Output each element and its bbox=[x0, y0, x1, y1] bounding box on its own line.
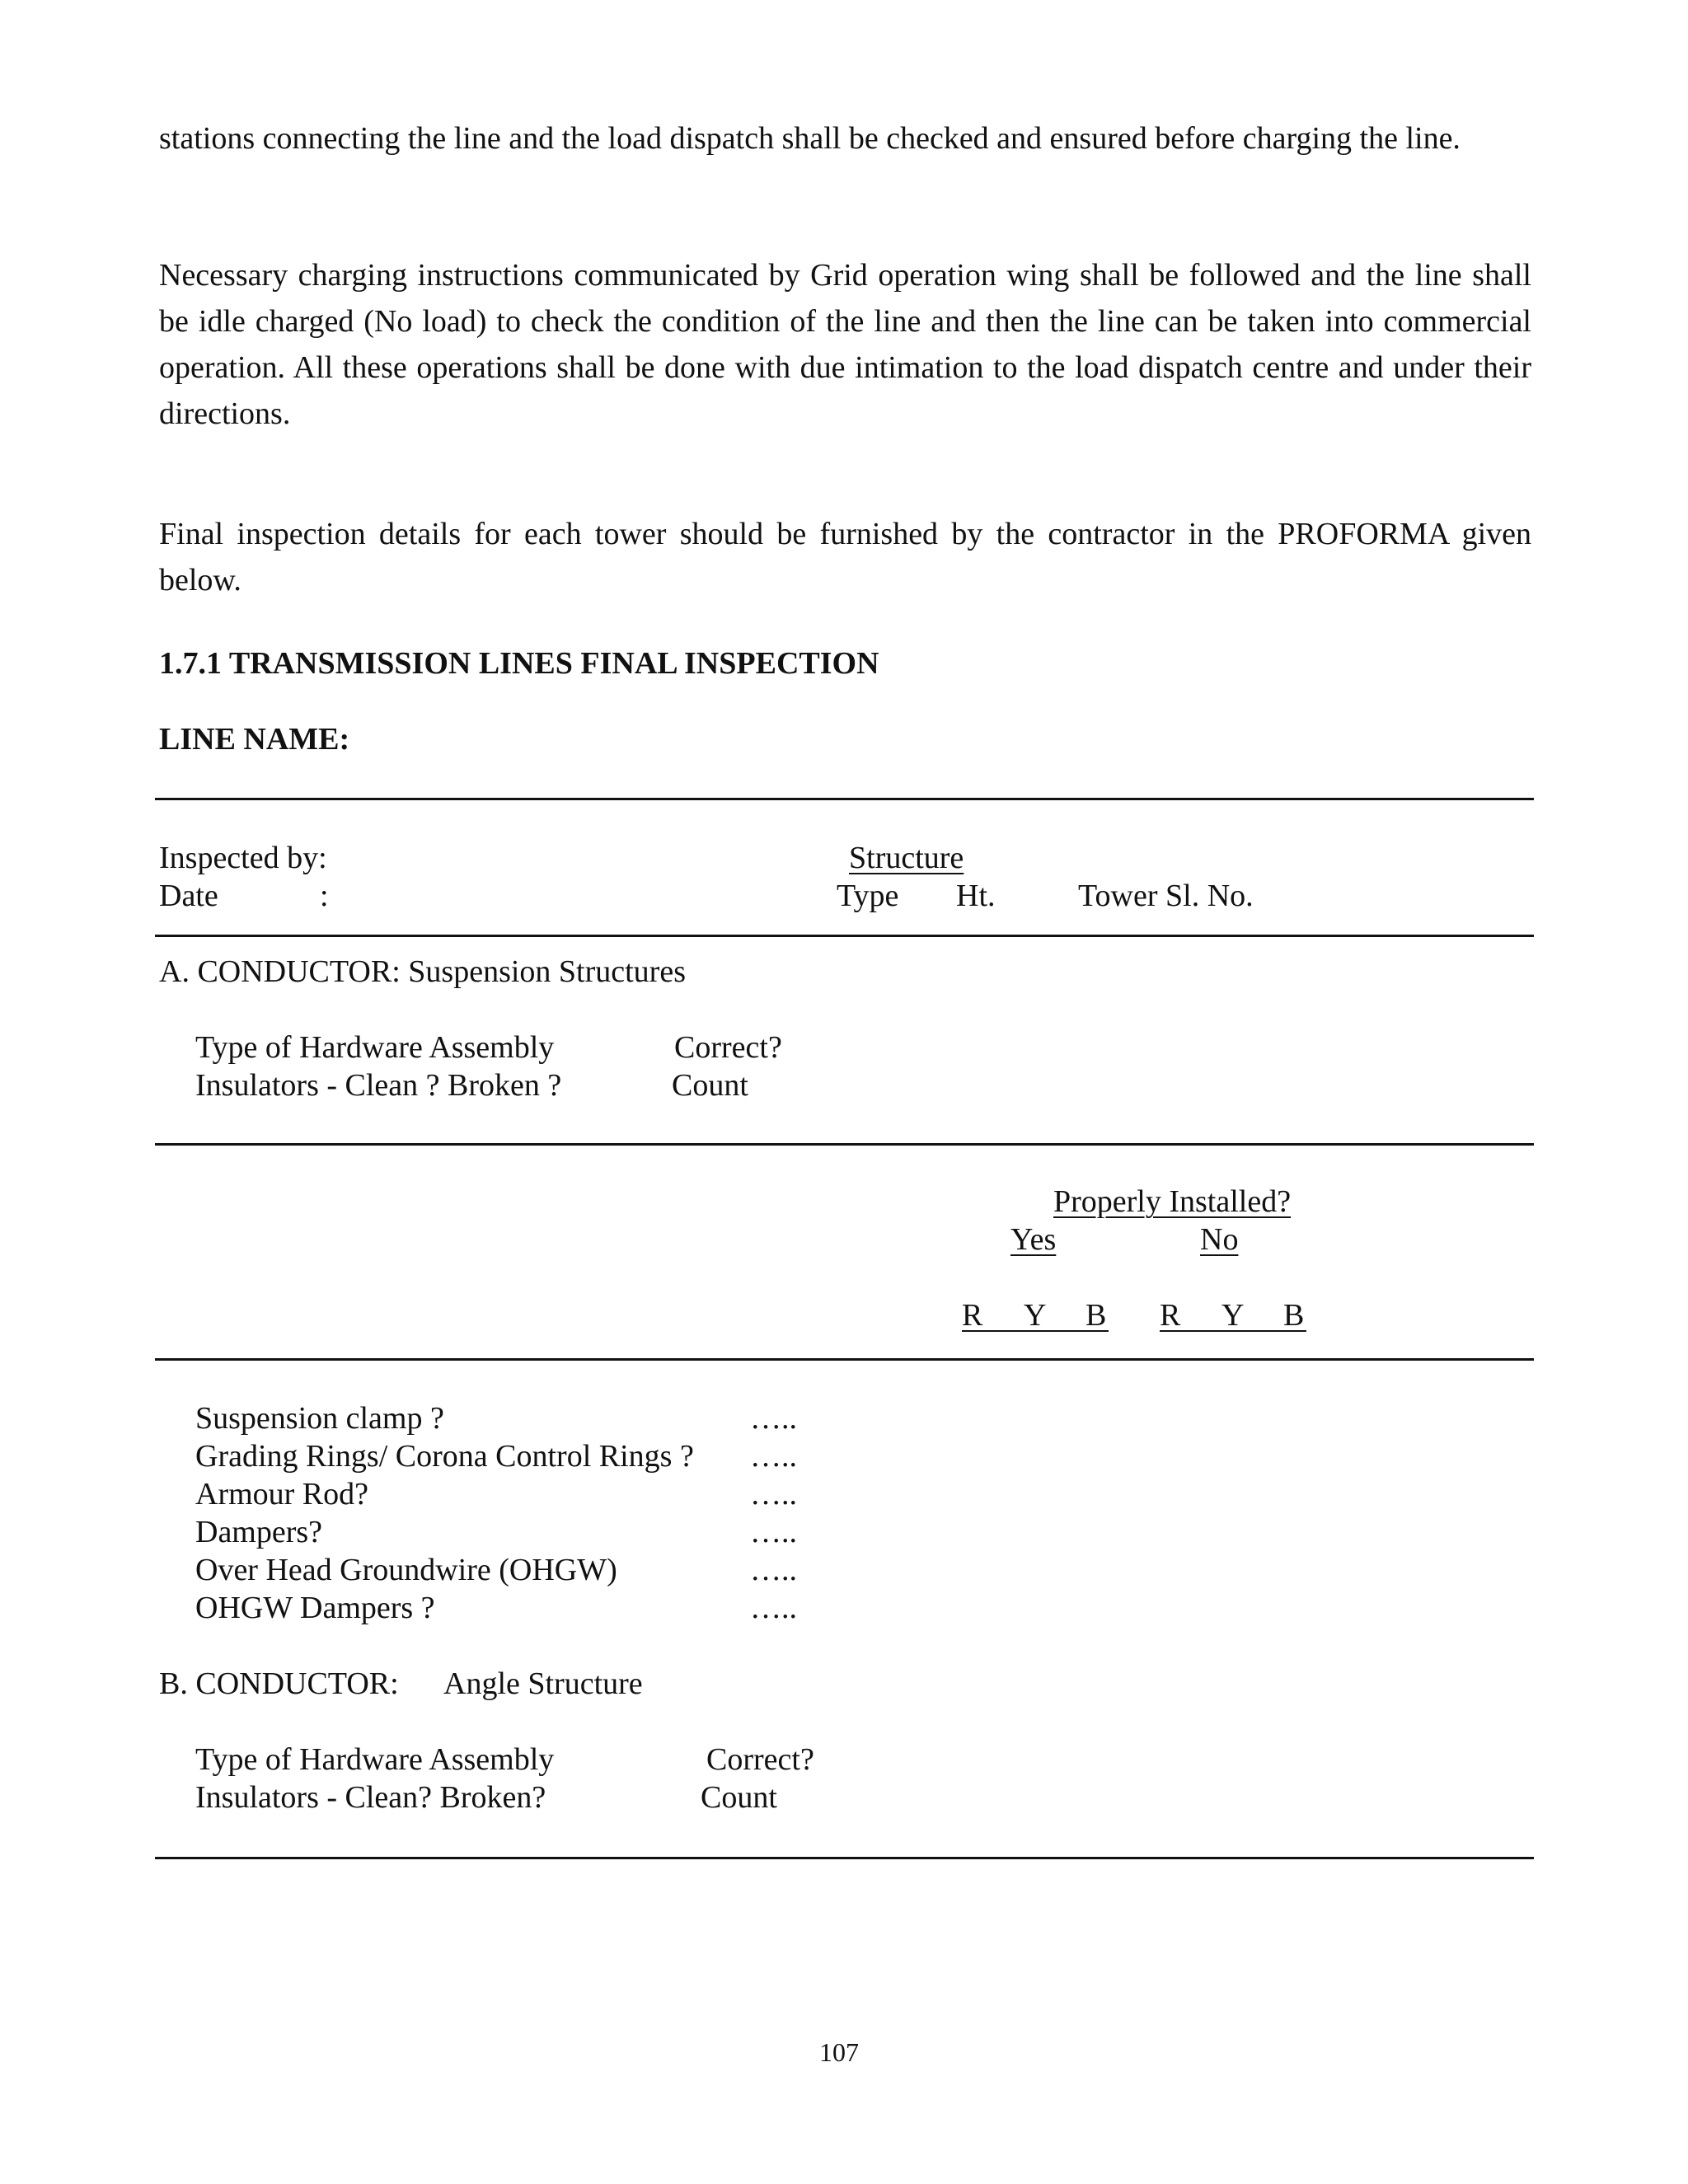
divider bbox=[155, 798, 1534, 800]
tower-serial-label: Tower Sl. No. bbox=[1078, 879, 1254, 913]
section-b-hardware-value: Correct? bbox=[706, 1742, 814, 1777]
checklist-label: Dampers? bbox=[195, 1515, 323, 1549]
section-b-title-prefix: B. CONDUCTOR: bbox=[159, 1666, 399, 1701]
yes-label: Yes bbox=[1010, 1222, 1057, 1257]
section-a-insulators-label: Insulators - Clean ? Broken ? bbox=[195, 1068, 562, 1103]
checklist-label: Over Head Groundwire (OHGW) bbox=[195, 1553, 617, 1587]
phase-r: R bbox=[1160, 1298, 1181, 1333]
inspected-by-label: Inspected by: bbox=[159, 841, 327, 875]
no-label: No bbox=[1200, 1222, 1239, 1257]
section-b-insulators-value: Count bbox=[701, 1780, 777, 1815]
section-a-hardware-label: Type of Hardware Assembly bbox=[195, 1030, 555, 1065]
checklist-label: Suspension clamp ? bbox=[195, 1401, 444, 1436]
checklist-value: ….. bbox=[750, 1401, 797, 1436]
divider bbox=[155, 1358, 1534, 1361]
section-a-insulators-value: Count bbox=[672, 1068, 748, 1103]
phase-y: Y bbox=[1024, 1298, 1047, 1333]
page-number: 107 bbox=[819, 2037, 859, 2067]
checklist-label: Armour Rod? bbox=[195, 1477, 369, 1511]
paragraph-charging-instructions: Necessary charging instructions communicated by Grid operation wing shall be followed and the line shall be idle charged (No load) to check the condition of the line and then the line can be taken into commercial operation. All these operations shall be done with due intimation to the load dispatch centre and under their directions. bbox=[159, 258, 1531, 431]
properly-installed-label: Properly Installed? bbox=[1053, 1184, 1292, 1219]
checklist-value: ….. bbox=[750, 1553, 797, 1587]
phase-r: R bbox=[962, 1298, 983, 1333]
paragraph-final-inspection: Final inspection details for each tower should be furnished by the contractor in the PROFORMA given below. bbox=[159, 517, 1531, 598]
paragraph-line-charging-check: stations connecting the line and the load dispatch shall be checked and ensured before charging the line. bbox=[159, 121, 1461, 156]
height-label: Ht. bbox=[956, 879, 996, 913]
checklist-label: OHGW Dampers ? bbox=[195, 1591, 435, 1625]
structure-label: Structure bbox=[849, 841, 964, 875]
section-b-hardware-label: Type of Hardware Assembly bbox=[195, 1742, 555, 1777]
type-label: Type bbox=[837, 879, 899, 913]
checklist-value: ….. bbox=[750, 1515, 797, 1549]
phase-b: B bbox=[1283, 1298, 1305, 1333]
checklist-label: Grading Rings/ Corona Control Rings ? bbox=[195, 1439, 694, 1474]
date-colon: : bbox=[320, 879, 329, 913]
date-label: Date bbox=[159, 879, 218, 913]
phases-yes-underline bbox=[962, 1330, 1109, 1332]
line-name-label: LINE NAME: bbox=[159, 722, 350, 757]
divider bbox=[155, 1857, 1534, 1859]
phases-no-underline bbox=[1160, 1330, 1306, 1332]
checklist-value: ….. bbox=[750, 1477, 797, 1511]
section-heading: 1.7.1 TRANSMISSION LINES FINAL INSPECTION bbox=[159, 646, 879, 681]
divider bbox=[155, 935, 1534, 937]
phase-b: B bbox=[1085, 1298, 1107, 1333]
section-a-title: A. CONDUCTOR: Suspension Structures bbox=[159, 954, 686, 989]
checklist-value: ….. bbox=[750, 1591, 797, 1625]
section-b-insulators-label: Insulators - Clean? Broken? bbox=[195, 1780, 546, 1815]
section-b-title-suffix: Angle Structure bbox=[443, 1666, 643, 1701]
section-a-hardware-value: Correct? bbox=[674, 1030, 782, 1065]
divider bbox=[155, 1143, 1534, 1146]
checklist-value: ….. bbox=[750, 1439, 797, 1474]
phase-y: Y bbox=[1221, 1298, 1245, 1333]
